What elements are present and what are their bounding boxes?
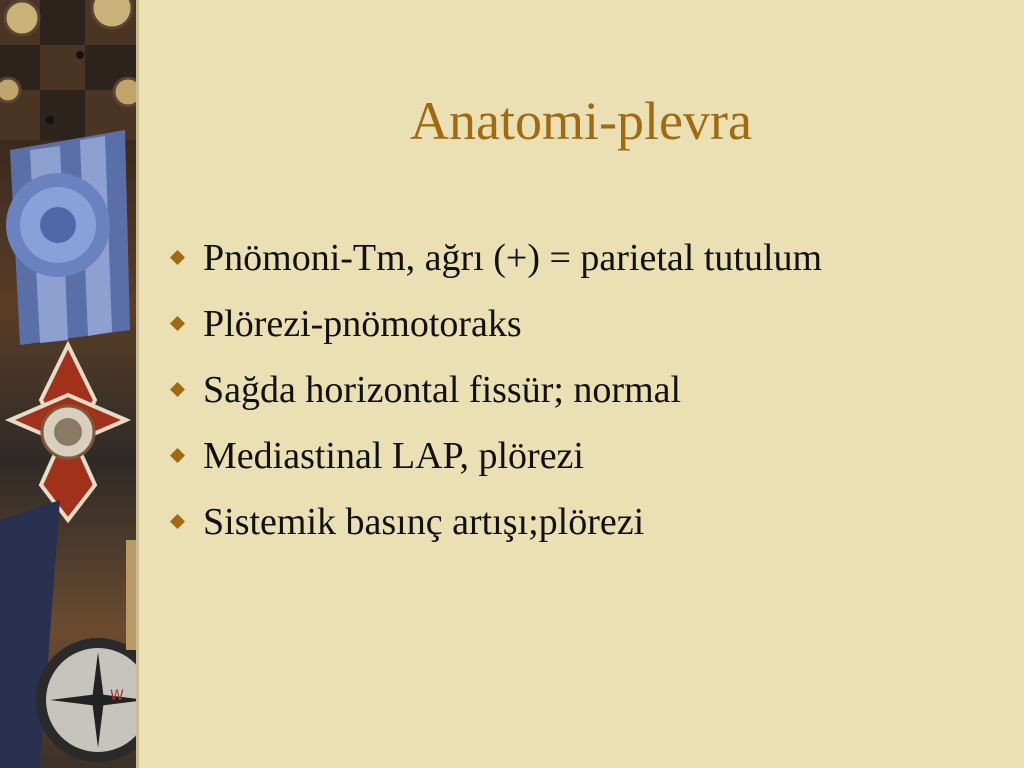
list-item — [170, 496, 822, 562]
list-item — [170, 430, 822, 496]
bullet-text: Sağda horizontal fissür; normal — [203, 369, 682, 411]
bullet-text: Mediastinal LAP, plörezi — [203, 435, 584, 477]
diamond-bullet-icon — [170, 316, 185, 331]
medal-compass-artwork — [0, 0, 138, 768]
list-item — [170, 232, 822, 298]
decorative-medal-image — [0, 0, 138, 768]
list-item — [170, 298, 822, 364]
bullet-text: Plörezi-pnömotoraks — [203, 303, 522, 345]
bullet-text: Sistemik basınç artışı;plörezi — [203, 501, 645, 543]
diamond-bullet-icon — [170, 382, 185, 397]
diamond-bullet-icon — [170, 448, 185, 463]
bullet-text: Pnömoni-Tm, ağrı (+) = parietal tutulum — [203, 237, 823, 279]
list-item — [170, 364, 822, 430]
svg-text:W: W — [110, 688, 124, 704]
slide-title: Anatomi-plevra — [410, 91, 752, 151]
diamond-bullet-icon — [170, 514, 185, 529]
diamond-bullet-icon — [170, 250, 185, 265]
bullet-list — [170, 232, 822, 562]
